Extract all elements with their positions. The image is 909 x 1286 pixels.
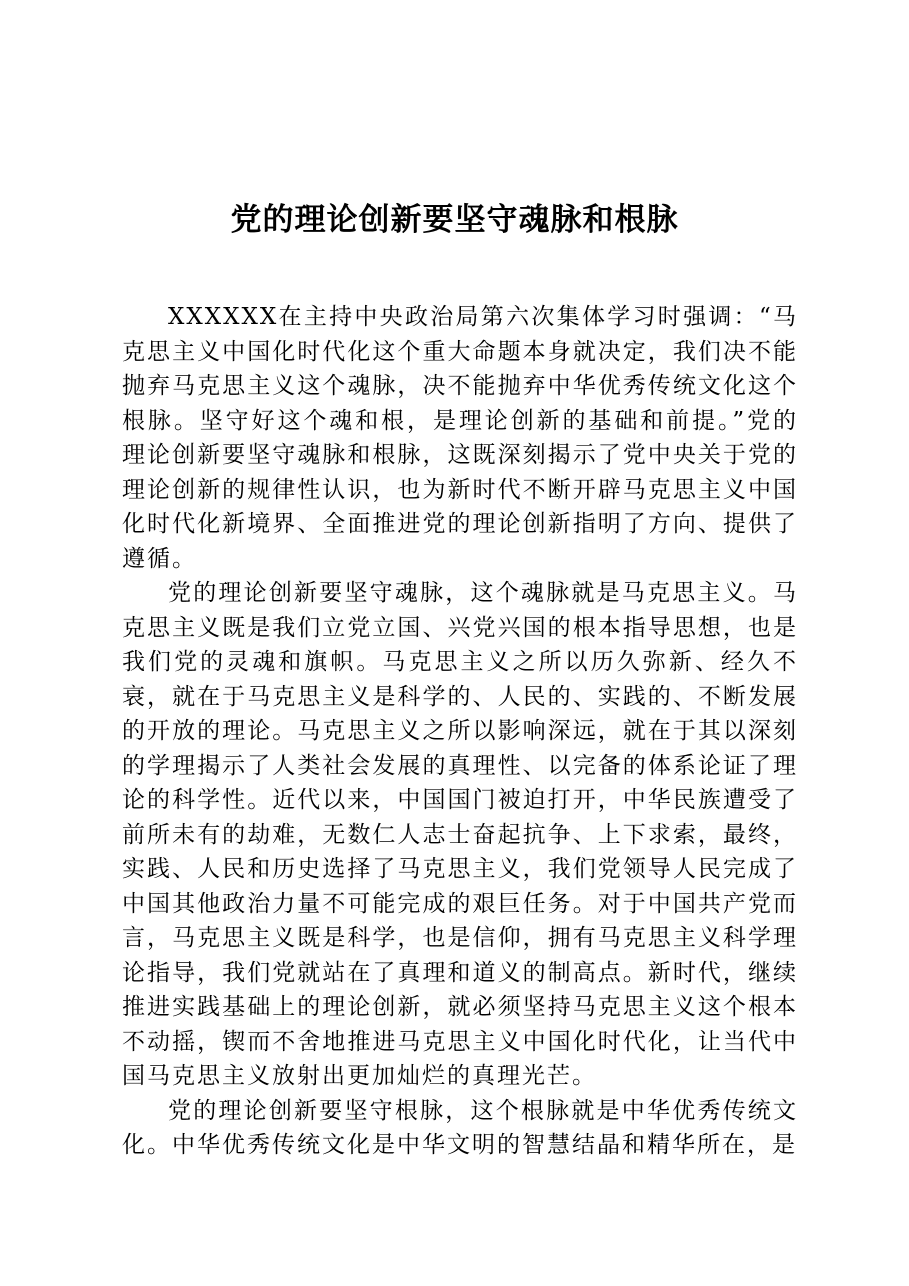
- paragraph-1: XXXXXX在主持中央政治局第六次集体学习时强调：“马克思主义中国化时代化这个重大命题本身就决定，我们决不能抛弃马克思主义这个魂脉，决不能抛弃中华优秀传统文化这个根脉。坚守好这个魂和根，是理论创新的基础和前提。”党的理论创新要坚守魂脉和根脉，这既深刻揭示了党中央关于党的理论创新的规律性认识，也为新时代不断开辟马克思主义中国化时代化新境界、全面推进党的理论创新指明了方向、提供了遵循。: [122, 304, 798, 572]
- document-body: [122, 300, 798, 1163]
- paragraph-3: 党的理论创新要坚守根脉，这个根脉就是中华优秀传统文化。中华优秀传统文化是中华文明的智慧结晶和精华所在，是: [122, 1097, 798, 1158]
- paragraph-2: 党的理论创新要坚守魂脉，这个魂脉就是马克思主义。马克思主义既是我们立党立国、兴党兴国的根本指导思想，也是我们党的灵魂和旗帜。马克思主义之所以历久弥新、经久不衰，就在于马克思主义是科学的、人民的、实践的、不断发展的开放的理论。马克思主义之所以影响深远，就在于其以深刻的学理揭示了人类社会发展的真理性、以完备的体系论证了理论的科学性。近代以来，中国国门被迫打开，中华民族遭受了前所未有的劫难，无数仁人志士奋起抗争、上下求索，最终，实践、人民和历史选择了马克思主义，我们党领导人民完成了中国其他政治力量不可能完成的艰巨任务。对于中国共产党而言，马克思主义既是科学，也是信仰，拥有马克思主义科学理论指导，我们党就站在了真理和道义的制高点。新时代，继续推进实践基础上的理论创新，就必须坚持马克思主义这个根本不动摇，锲而不舍地推进马克思主义中国化时代化，让当代中国马克思主义放射出更加灿烂的真理光芒。: [122, 580, 798, 1089]
- document-title: 党的理论创新要坚守魂脉和根脉: [230, 202, 679, 238]
